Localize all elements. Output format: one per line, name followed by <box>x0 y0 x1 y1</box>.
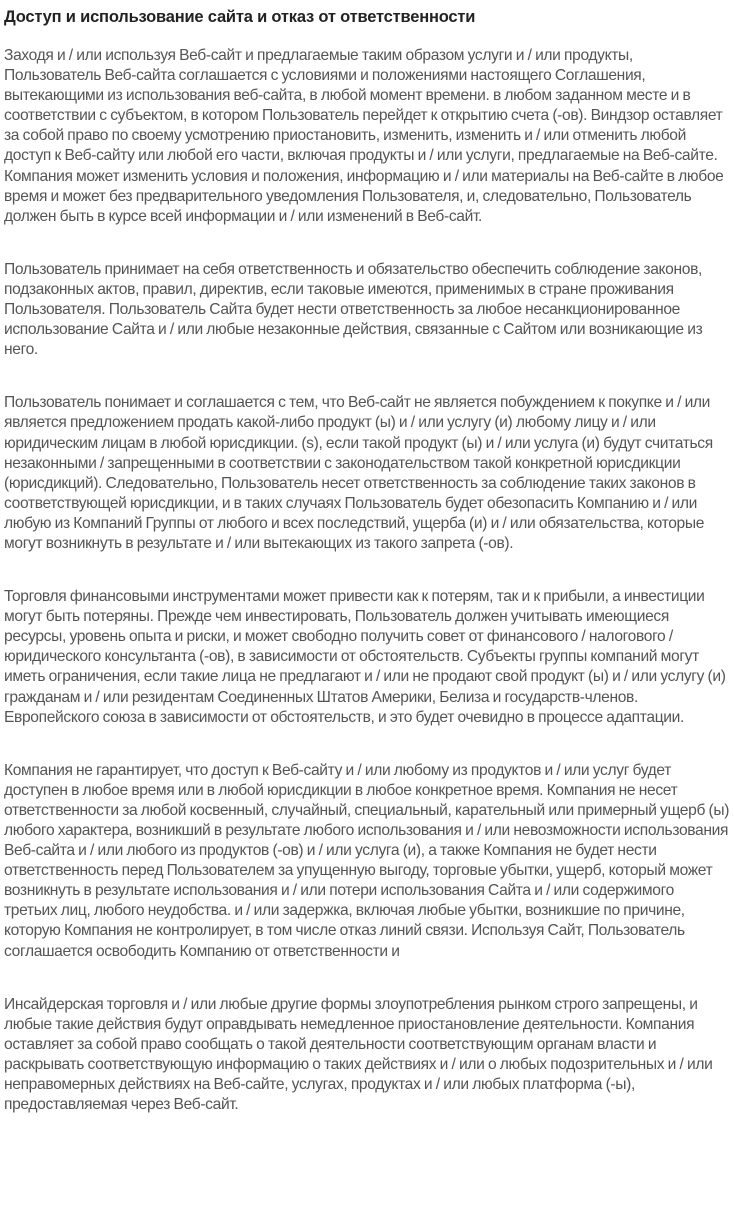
paragraph-liability-disclaimer: Компания не гарантирует, что доступ к Веб-сайту и / или любому из продуктов и / или услуг будет доступен в любое время или в любой юрисдикции в любое конкретное время. Компания не несет ответственности за любой косвенный, случайный, специальный, карательный или примерный ущерб (ы) любого характера, возникший в результате любого использования и / или невозможности использования Веб-сайта и / или любого из продуктов (-ов) и / или услуга (и), а также Компания не будет нести ответственность перед Пользователем за упущенную выгоду, торговые убытки, ущерб, который может возникнуть в результате использования и / или потери использования Сайта и / или содержимого третьих лиц, любого неудобства. и / или задержка, включая любые убытки, возникшие по причине, которую Компания не контролирует, в том числе отказ линий связи. Используя Сайт, Пользователь соглашается освободить Компанию от ответственности и <box>4 761 730 960</box>
paragraph-trading-risk: Торговля финансовыми инструментами может привести как к потерям, так и к прибыли, а инвестиции могут быть потеряны. Прежде чем инвестировать, Пользователь должен учитывать имеющиеся ресурсы, уровень опыта и риски, и может свободно получить совет от финансового / налогового / юридического консультанта (-ов), в зависимости от обстоятельств. Субъекты группы компаний могут иметь ограничения, если такие лица не предлагают и / или не продают свой продукт (ы) и / или услугу (и) гражданам и / или резидентам Соединенных Штатов Америки, Белиза и государств-членов. Европейского союза в зависимости от обстоятельств, и это будет очевидно в процессе адаптации. <box>4 588 726 726</box>
paragraph-insider-trading: Инсайдерская торговля и / или любые другие формы злоупотребления рынком строго запрещены, и любые такие действия будут оправдывать немедленное приостановление деятельности. Компания оставляет за собой право сообщать о такой деятельности соответствующим органам власти и раскрывать соответствующую информацию о таких действиях и / или о любых подозрительных и / или неправомерных действиях на Веб-сайте, услугах, продуктах и / или любых платформа (-ы), предоставляемая через Веб-сайт. <box>4 995 713 1114</box>
paragraph-site-access: Заходя и / или используя Веб-сайт и предлагаемые таким образом услуги и / или продукты, Пользователь Веб-сайта соглашается с условиями и положениями настоящего Соглашения, вытекающими из использования веб-сайта, в любой момент времени. в любом заданном месте и в соответствии с субъектом, в котором Пользователь перейдет к открытию счета (-ов). Виндзор оставляет за собой право по своему усмотрению приостановить, изменить, изменить и / или отменить любой доступ к Веб-сайту или любой его части, включая продукты и / или услуги, предлагаемые на Веб-сайте. Компания может изменить условия и положения, информацию и / или материалы на Веб-сайте в любое время и может без предварительного уведомления Пользователя, и, следовательно, Пользователь должен быть в курсе всей информации и / или изменений в Веб-сайт. <box>4 47 724 225</box>
paragraph-jurisdiction: Пользователь понимает и соглашается с тем, что Веб-сайт не является побуждением к покупке и / или является предложением продать какой-либо продукт (ы) и / или услугу (и) любому лицу и / или юридическим лицам в любой юрисдикции. (s), если такой продукт (ы) и / или услуга (и) будут считаться незаконными / запрещенными в соответствии с законодательством такой конкретной юрисдикции (юрисдикций). Следовательно, Пользователь несет ответственность за соблюдение таких законов в соответствующей юрисдикции, и в таких случаях Пользователь будет обезопасить Компанию и / или любую из Компаний Группы от любого и всех последствий, ущерба (и) и / или обязательства, которые могут возникнуть в результате и / или вытекающих из такого запрета (-ов). <box>4 394 713 552</box>
paragraph-user-responsibility: Пользователь принимает на себя ответственность и обязательство обеспечить соблюдение законов, подзаконных актов, правил, директив, если таковые имеются, применимых в стране проживания Пользователя. Пользователь Сайта будет нести ответственность за любое несанкционированное использование Сайта и / или любые незаконные действия, связанные с Сайтом или возникающие из него. <box>4 260 703 359</box>
page-title: Доступ и использование сайта и отказ от ответственности <box>4 8 476 26</box>
